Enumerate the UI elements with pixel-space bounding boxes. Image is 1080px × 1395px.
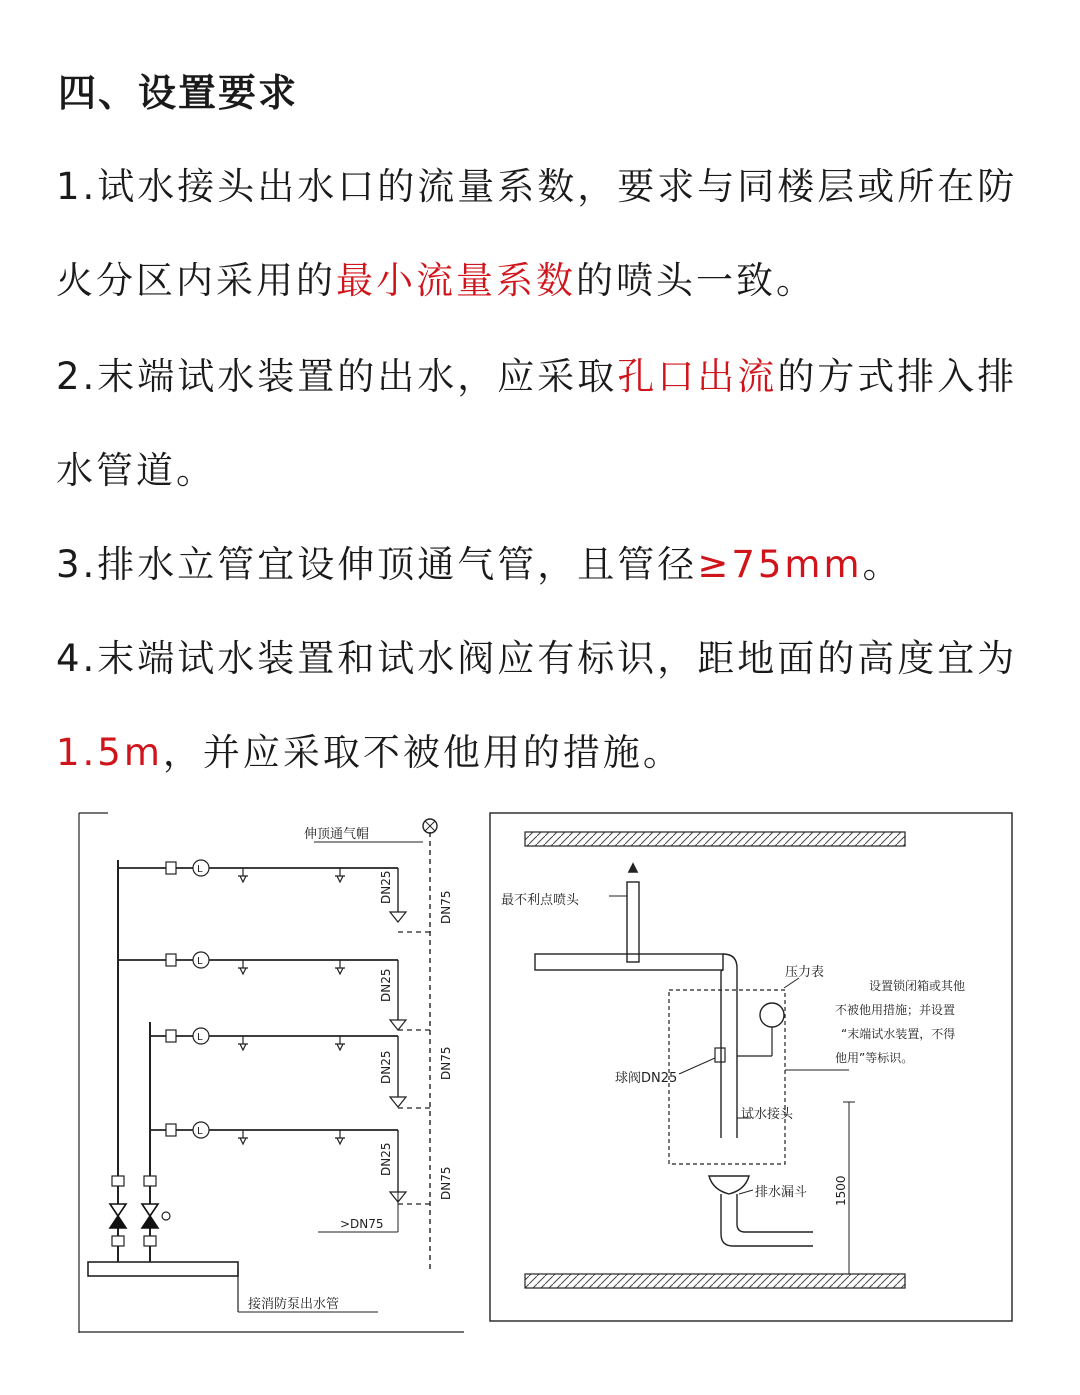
- requirement-3: [56, 518, 1036, 612]
- requirement-2-tail: 的方式排入排水管道。: [56, 355, 1018, 492]
- note-line-4: 他用”等标识。: [835, 1051, 914, 1065]
- requirement-2-text: 2.末端试水装置的出水，应采取: [56, 355, 618, 398]
- note-line-3: “末端试水装置，不得: [841, 1027, 956, 1041]
- flow-indicator-label: L: [197, 864, 203, 875]
- requirement-2-highlight: 孔口出流: [617, 355, 778, 398]
- requirement-2: [56, 330, 1036, 518]
- dn25-label: DN25: [379, 968, 393, 1002]
- dn25-label: DN25: [379, 1142, 393, 1176]
- funnel-label: 排水漏斗: [755, 1185, 808, 1200]
- requirement-3-tail: 。: [862, 543, 903, 586]
- requirement-1-highlight: 最小流量系数: [336, 259, 576, 302]
- dn25-label: DN25: [379, 1050, 393, 1084]
- requirement-4-text: 4.末端试水装置和试水阀应有标识，距地面的高度宜为: [56, 637, 1018, 680]
- requirement-1-text: 1.试水接头出水口的流量系数，要求与同楼层或所在防火分区内采用的: [56, 165, 1018, 302]
- dn75-label: DN75: [439, 1166, 453, 1200]
- flow-indicator-label: L: [197, 1032, 203, 1043]
- sprinkler-label: 最不利点喷头: [501, 893, 580, 908]
- requirement-3-highlight: ≥75mm: [697, 543, 863, 586]
- valve-label: 球阀DN25: [615, 1071, 678, 1086]
- height-dimension: 1500: [834, 1175, 848, 1206]
- dn75-label: DN75: [439, 1046, 453, 1080]
- requirement-4-highlight: 1.5m: [56, 731, 163, 774]
- section-heading: 四、设置要求: [58, 71, 299, 115]
- note-line-1: 设置锁闭箱或其他: [869, 979, 966, 993]
- vent-cap-label: 伸顶通气帽: [304, 827, 370, 842]
- dn25-label: DN25: [379, 870, 393, 904]
- flow-indicator-label: L: [197, 956, 203, 967]
- requirement-4-tail: ，并应采取不被他用的措施。: [162, 731, 683, 774]
- piping-system-diagram: [78, 812, 466, 1334]
- requirement-1: [56, 140, 1036, 328]
- connector-label: 试水接头: [741, 1107, 794, 1122]
- requirement-4: [56, 612, 1036, 800]
- note-line-2: 不被他用措施；并设置: [835, 1003, 956, 1017]
- pump-outlet-label: 接消防泵出水管: [248, 1297, 340, 1312]
- flow-indicator-label: L: [197, 1126, 203, 1137]
- requirement-3-text: 3.排水立管宜设伸顶通气管，且管径: [56, 543, 698, 586]
- dn75-label: DN75: [439, 890, 453, 924]
- gauge-label: 压力表: [785, 965, 825, 980]
- end-test-device-diagram: [489, 812, 1013, 1322]
- requirement-1-tail: 的喷头一致。: [576, 259, 816, 302]
- dn75-bottom-label: >DN75: [340, 1217, 384, 1231]
